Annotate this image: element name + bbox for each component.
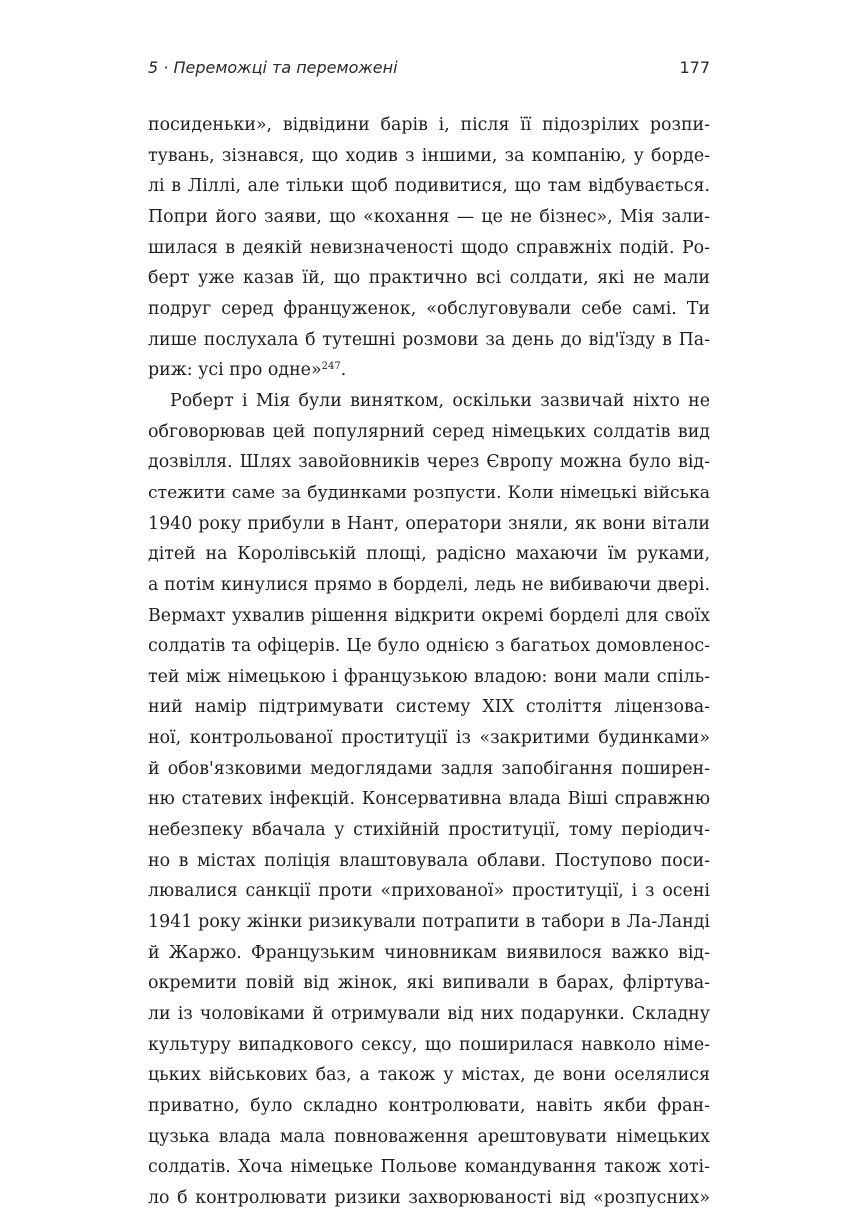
text-line: ло б контролювати ризики захворюваності від «розпусних» xyxy=(148,1187,710,1208)
text-line: берт уже казав їй, що практично всі солдати, які не мали xyxy=(148,268,710,289)
sentence-period: . xyxy=(340,360,347,381)
text-line: а потім кинулися прямо в борделі, ледь не вибиваючи двері. xyxy=(148,574,710,595)
text-line: ню статевих інфекцій. Консервативна влада Віші справжню xyxy=(148,789,710,810)
text-line: ний намір підтримувати систему XIX століття ліцензова- xyxy=(148,697,710,718)
text-line: цузька влада мала повноваження арештовувати німецьких xyxy=(148,1126,710,1147)
text-line: окремити повій від жінок, які випивали в барах, фліртува- xyxy=(148,973,710,994)
text-line: тей між німецькою і французькою владою: вони мали спіль- xyxy=(148,666,710,687)
running-header xyxy=(148,58,710,77)
text-line: лише послухала б тутешні розмови за день до від'їзду в Па- xyxy=(148,329,710,350)
page-number: 177 xyxy=(679,58,710,77)
text-line: солдатів та офіцерів. Це було однією з багатьох домовленос- xyxy=(148,636,710,657)
text-line: ної, контрольованої проституції із «закритими будинками» xyxy=(148,728,710,749)
text-line: шилася в деякій невизначеності щодо справжніх подій. Ро- xyxy=(148,237,710,258)
text-line: обговорював цей популярний серед німецьких солдатів вид xyxy=(148,421,710,442)
text-line: посиденьки», відвідини барів і, після її підозрілих розпи- xyxy=(148,115,710,135)
text-line: й Жаржо. Французьким чиновникам виявилося важко від- xyxy=(148,942,710,963)
footnote-reference: 247 xyxy=(321,361,341,373)
text-line: 1941 року жінки ризикували потрапити в табори в Ла-Ланді xyxy=(148,912,710,933)
text-line: приватно, було складно контролювати, навіть якби фран- xyxy=(148,1096,710,1116)
text-line: Попри його заяви, що «кохання — це не бізнес», Мія зали- xyxy=(148,206,710,227)
text-line: небезпеку вбачала у стихійній проституції, тому періодич- xyxy=(148,820,710,841)
text-line: Вермахт ухвалив рішення відкрити окремі борделі для своїх xyxy=(148,605,710,626)
body-text xyxy=(148,110,710,1214)
text-line: лювалися санкції проти «прихованої» проституції, і з осені xyxy=(148,881,710,902)
text-line: культуру випадкового сексу, що поширилася навколо німе- xyxy=(148,1034,710,1055)
text-line: Роберт і Мія були винятком, оскільки зазвичай ніхто не xyxy=(170,390,710,411)
text-line: дітей на Королівській площі, радісно махаючи їм руками, xyxy=(148,544,710,565)
text-line: стежити саме за будинками розпусти. Коли німецькі війська xyxy=(148,482,710,503)
text-line: подруг серед француженок, «обслуговували себе самі. Ти xyxy=(148,298,710,319)
chapter-title: 5 · Переможці та переможені xyxy=(148,58,398,77)
text-line-content: риж: усі про одне» xyxy=(148,360,322,381)
text-line: й обов'язковими медоглядами задля запобігання поширен- xyxy=(148,758,710,779)
text-line: тувань, зізнався, що ходив з іншими, за компанію, у борде- xyxy=(148,145,710,166)
text-line: 1940 року прибули в Нант, оператори зняли, як вони вітали xyxy=(148,513,710,534)
text-line: цьких військових баз, а також у містах, де вони оселялися xyxy=(148,1065,710,1086)
text-line: ли із чоловіками й отримували від них подарунки. Складну xyxy=(148,1004,710,1025)
text-line xyxy=(148,355,710,386)
text-line: солдатів. Хоча німецьке Польове командування також хоті- xyxy=(148,1157,710,1178)
text-line: но в містах поліція влаштовувала облави. Поступово поси- xyxy=(148,850,710,871)
text-line: лі в Ліллі, але тільки щоб подивитися, що там відбувається. xyxy=(148,176,710,197)
text-line: дозвілля. Шлях завойовників через Європу можна було від- xyxy=(148,452,710,473)
